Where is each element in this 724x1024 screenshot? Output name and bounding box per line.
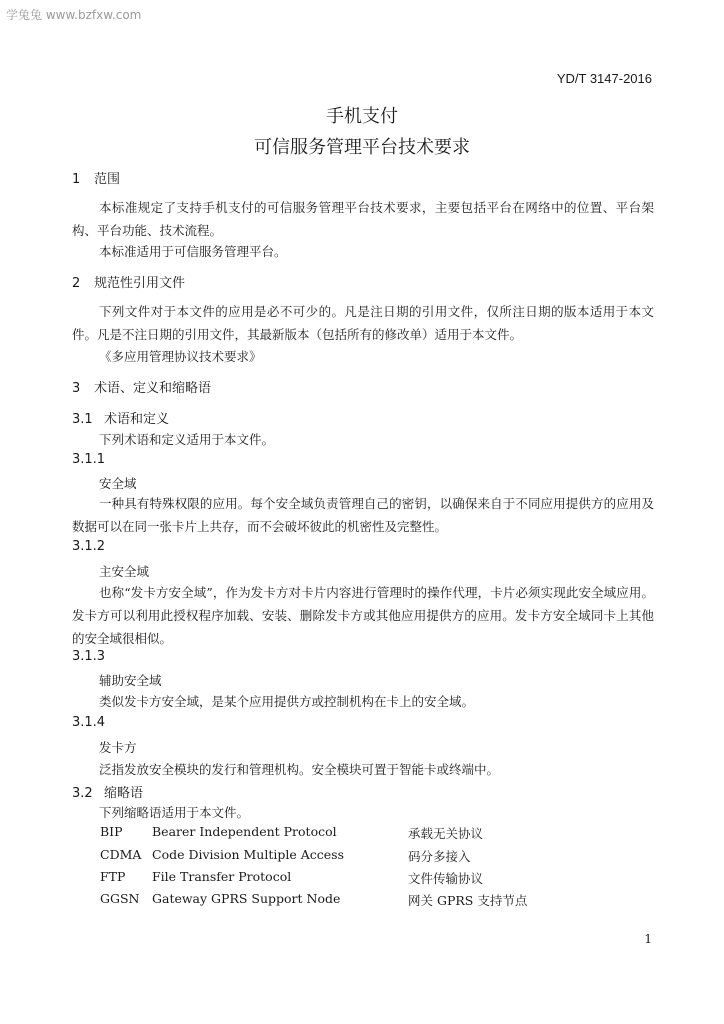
section-number: 2 xyxy=(72,276,81,291)
section-3-2-intro: 下列缩略语适用于本文件。 xyxy=(99,805,250,820)
page-number: 1 xyxy=(644,932,652,946)
abbreviation: FTP xyxy=(100,869,126,884)
watermark: 学兔兔 www.bzfxw.com xyxy=(6,8,142,22)
term-name: 辅助安全域 xyxy=(99,673,162,688)
document-number: YD/T 3147-2016 xyxy=(556,71,652,86)
term-number: 3.1.2 xyxy=(72,539,106,554)
section-1-paragraph-2: 本标准适用于可信服务管理平台。 xyxy=(99,244,287,259)
title-line-1: 手机支付 xyxy=(326,106,398,127)
section-2-reference: 《多应用管理协议技术要求》 xyxy=(99,349,262,364)
term-definition: 也称“发卡方安全域”，作为发卡方对卡片内容进行管理时的操作代理，卡片必须实现此安全域应用。发卡方可以利用此授权程序加载、安装、删除发卡方或其他应用提供方的应用。发卡方安全域同卡上其他的安全域很相似。 xyxy=(72,585,654,646)
abbreviation-chinese: 文件传输协议 xyxy=(408,871,484,886)
term-number: 3.1.3 xyxy=(72,649,106,664)
abbreviation: CDMA xyxy=(100,847,142,862)
section-3-1-intro: 下列术语和定义适用于本文件。 xyxy=(99,432,275,447)
section-title: 规范性引用文件 xyxy=(94,276,186,291)
abbreviation: BIP xyxy=(100,824,123,839)
term-number: 3.1.4 xyxy=(72,715,106,730)
section-number: 3.2 xyxy=(72,786,93,801)
section-3-heading xyxy=(72,377,211,396)
section-1-heading xyxy=(72,168,120,187)
section-1-paragraph-1: 本标准规定了支持手机支付的可信服务管理平台技术要求，主要包括平台在网络中的位置、平台架构、平台功能、技术流程。 xyxy=(72,200,654,238)
abbreviation-english: Gateway GPRS Support Node xyxy=(152,891,341,906)
section-title: 范围 xyxy=(94,172,121,187)
section-2-paragraph-1: 下列文件对于本文件的应用是必不可少的。凡是注日期的引用文件，仅所注日期的版本适用于本文件。凡是不注日期的引用文件，其最新版本（包括所有的修改单）适用于本文件。 xyxy=(72,304,654,342)
title-line-2: 可信服务管理平台技术要求 xyxy=(254,137,470,158)
section-title: 术语、定义和缩略语 xyxy=(94,381,212,396)
abbreviation-english: Code Division Multiple Access xyxy=(152,847,344,862)
section-title: 术语和定义 xyxy=(104,412,170,427)
term-definition: 一种具有特殊权限的应用。每个安全域负责管理自己的密钥，以确保来自于不同应用提供方的应用及数据可以在同一张卡片上共存，而不会破坏彼此的机密性及完整性。 xyxy=(72,496,654,534)
term-definition: 类似发卡方安全域，是某个应用提供方或控制机构在卡上的安全域。 xyxy=(99,694,475,709)
section-number: 3 xyxy=(72,381,81,396)
term-name: 主安全域 xyxy=(99,564,150,579)
term-name: 安全域 xyxy=(99,476,137,491)
section-number: 3.1 xyxy=(72,412,93,427)
section-3-2-heading xyxy=(72,782,143,801)
abbreviation-chinese: 承载无关协议 xyxy=(408,826,484,841)
abbreviation-english: File Transfer Protocol xyxy=(152,869,292,884)
term-number: 3.1.1 xyxy=(72,452,106,467)
section-title: 缩略语 xyxy=(104,786,144,801)
term-definition: 泛指发放安全模块的发行和管理机构。安全模块可置于智能卡或终端中。 xyxy=(99,762,500,777)
abbreviation: GGSN xyxy=(100,891,140,906)
section-number: 1 xyxy=(72,172,81,187)
abbreviation-chinese: 码分多接入 xyxy=(408,849,471,864)
section-2-heading xyxy=(72,272,185,291)
term-name: 发卡方 xyxy=(99,740,137,755)
abbreviation-chinese: 网关 GPRS 支持节点 xyxy=(408,893,528,908)
section-3-1-heading xyxy=(72,408,169,427)
abbreviation-english: Bearer Independent Protocol xyxy=(152,824,337,839)
